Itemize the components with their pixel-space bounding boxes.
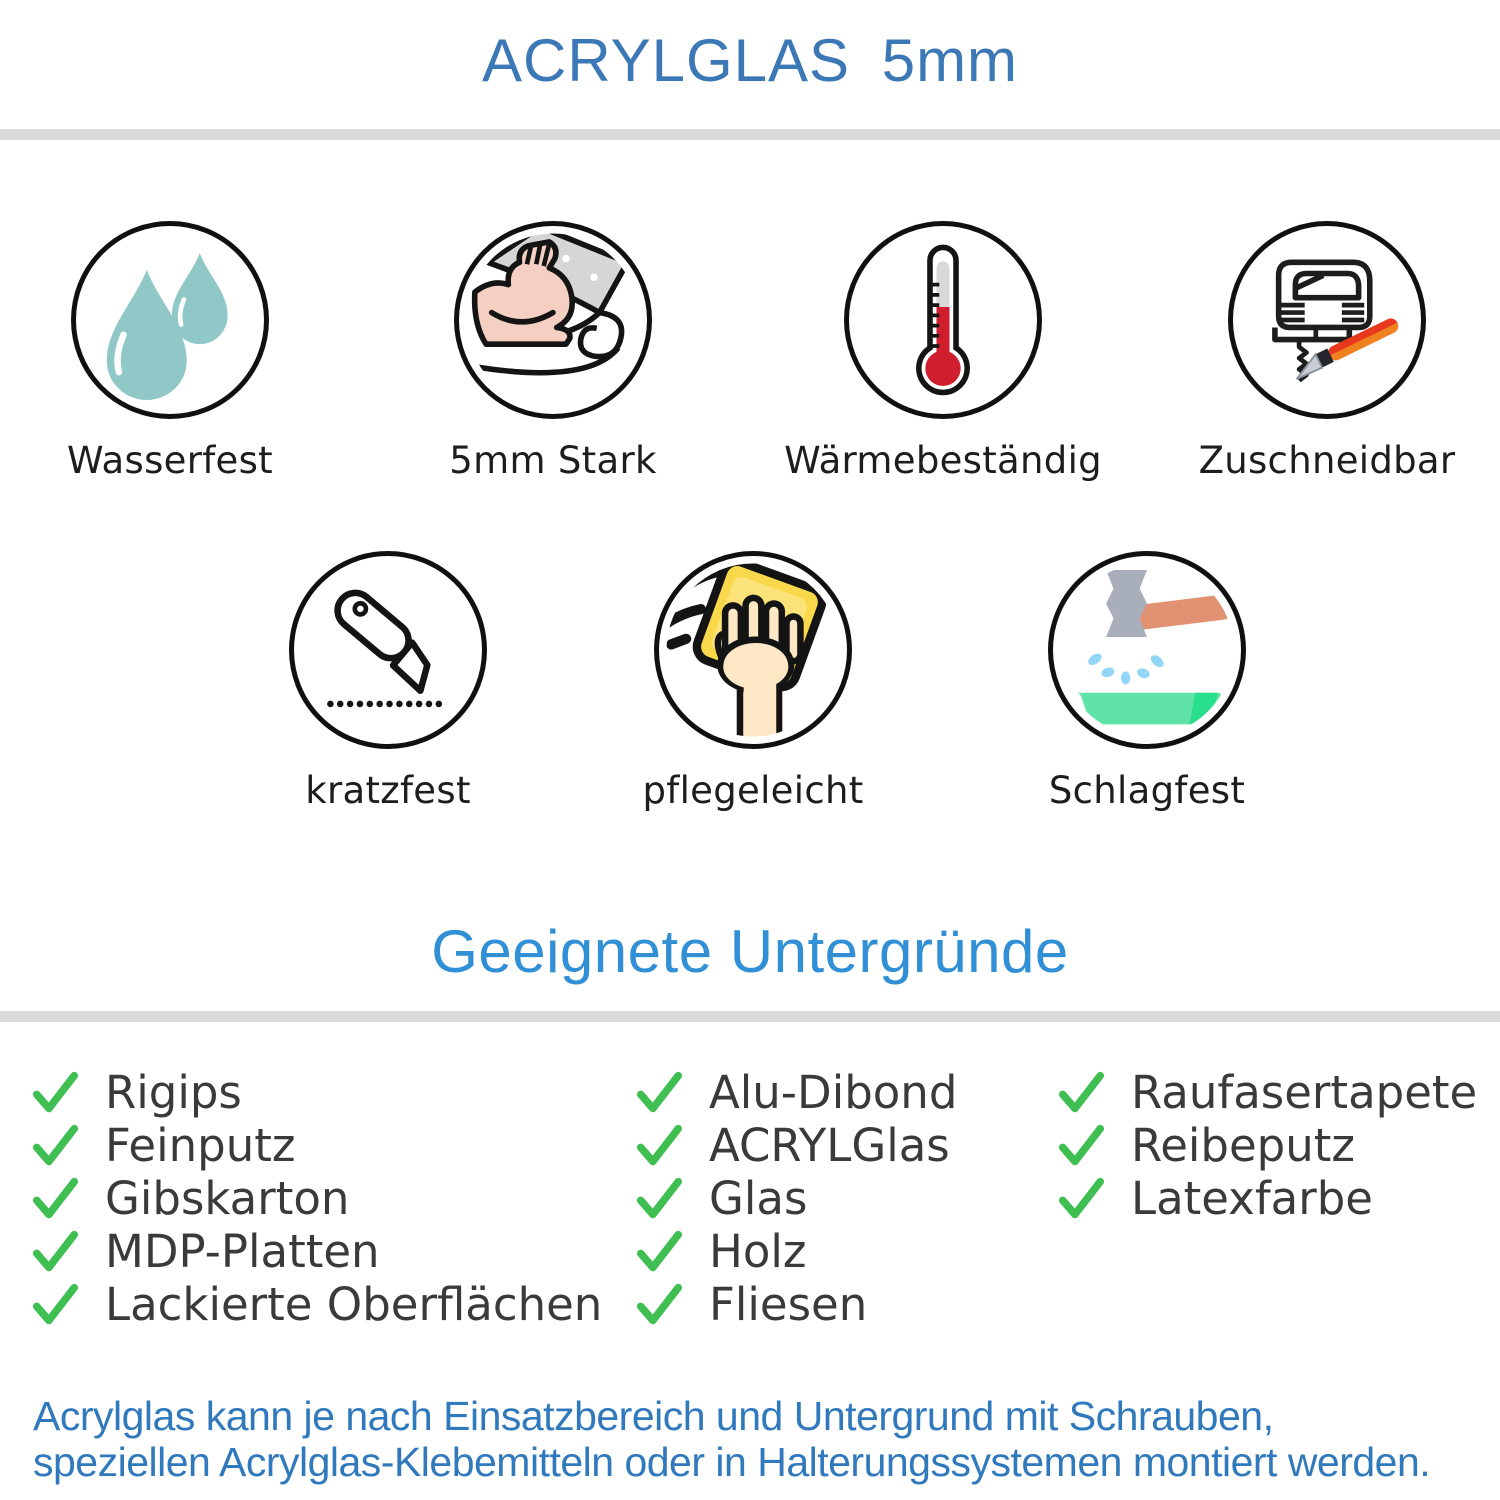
feature-circle xyxy=(1048,551,1246,749)
check-icon xyxy=(1058,1122,1105,1169)
list-item xyxy=(1058,1119,1477,1172)
check-icon xyxy=(636,1281,683,1328)
feature-label: Zuschneidbar xyxy=(1198,439,1456,482)
feature-label: Schlagfest xyxy=(1048,769,1246,812)
list-item xyxy=(32,1066,602,1119)
substrates-list xyxy=(0,1066,1500,1346)
list-item xyxy=(32,1225,602,1278)
footer-line-2: speziellen Acrylglas-Klebemitteln oder in Halterungssystemen montiert werden. xyxy=(33,1439,1431,1485)
check-icon xyxy=(1058,1175,1105,1222)
list-item xyxy=(636,1225,957,1278)
substrate-label: Latexfarbe xyxy=(1131,1172,1373,1225)
utility-knife-icon xyxy=(295,557,481,743)
feature-label: 5mm Stark xyxy=(449,439,657,482)
list-item xyxy=(32,1119,602,1172)
feature-circle xyxy=(71,221,269,419)
feature-pflegeleicht xyxy=(563,551,943,812)
list-item xyxy=(636,1278,957,1331)
check-icon xyxy=(32,1122,79,1169)
feature-circle xyxy=(844,221,1042,419)
section-title: Geeignete Untergründe xyxy=(431,918,1069,985)
hand-cloth-icon xyxy=(660,557,846,743)
feature-circle xyxy=(654,551,852,749)
substrate-label: Reibeputz xyxy=(1131,1119,1356,1172)
feature-wasserfest xyxy=(0,221,360,482)
footer-line-1: Acrylglas kann je nach Einsatzbereich und Untergrund mit Schrauben, xyxy=(33,1393,1274,1439)
feature-circle xyxy=(1228,221,1426,419)
muscle-roll-icon xyxy=(460,227,646,413)
substrate-label: Alu-Dibond xyxy=(709,1066,958,1119)
list-item xyxy=(636,1172,957,1225)
divider-section xyxy=(0,1011,1500,1022)
substrate-label: Holz xyxy=(709,1225,807,1278)
substrates-column-3 xyxy=(1058,1066,1477,1225)
check-icon xyxy=(636,1175,683,1222)
footer-note xyxy=(33,1393,1473,1485)
list-item xyxy=(636,1066,957,1119)
substrate-label: MDP-Platten xyxy=(105,1225,380,1278)
water-drops-icon xyxy=(77,227,263,413)
check-icon xyxy=(32,1281,79,1328)
feature-circle xyxy=(454,221,652,419)
feature-label: Wärmebeständig xyxy=(784,439,1102,482)
list-item xyxy=(636,1119,957,1172)
check-icon xyxy=(1058,1069,1105,1116)
check-icon xyxy=(636,1122,683,1169)
substrate-label: ACRYLGlas xyxy=(709,1119,950,1172)
substrates-column-1 xyxy=(32,1066,602,1331)
substrate-label: Gibskarton xyxy=(105,1172,350,1225)
substrate-label: Raufasertapete xyxy=(1131,1066,1478,1119)
substrate-label: Lackierte Oberflächen xyxy=(105,1278,603,1331)
check-icon xyxy=(32,1228,79,1275)
feature-schlagfest xyxy=(957,551,1337,812)
page-title: ACRYLGLAS 5mm xyxy=(481,27,1019,94)
divider-top xyxy=(0,129,1500,140)
feature-kratzfest xyxy=(198,551,578,812)
substrate-label: Glas xyxy=(709,1172,808,1225)
feature-label: pflegeleicht xyxy=(642,769,864,812)
feature-5mm-stark xyxy=(363,221,743,482)
list-item xyxy=(1058,1172,1477,1225)
check-icon xyxy=(32,1175,79,1222)
hammer-icon xyxy=(1054,557,1240,743)
feature-circle xyxy=(289,551,487,749)
feature-waermebestaendig xyxy=(753,221,1133,482)
feature-label: Wasserfest xyxy=(67,439,273,482)
substrate-label: Feinputz xyxy=(105,1119,296,1172)
list-item xyxy=(1058,1066,1477,1119)
list-item xyxy=(32,1172,602,1225)
jigsaw-knife-icon xyxy=(1234,227,1420,413)
thermometer-icon xyxy=(850,227,1036,413)
substrate-label: Fliesen xyxy=(709,1278,868,1331)
feature-zuschneidbar xyxy=(1137,221,1500,482)
substrate-label: Rigips xyxy=(105,1066,242,1119)
check-icon xyxy=(636,1228,683,1275)
check-icon xyxy=(636,1069,683,1116)
list-item xyxy=(32,1278,602,1331)
substrates-column-2 xyxy=(636,1066,957,1331)
check-icon xyxy=(32,1069,79,1116)
feature-label: kratzfest xyxy=(305,769,471,812)
